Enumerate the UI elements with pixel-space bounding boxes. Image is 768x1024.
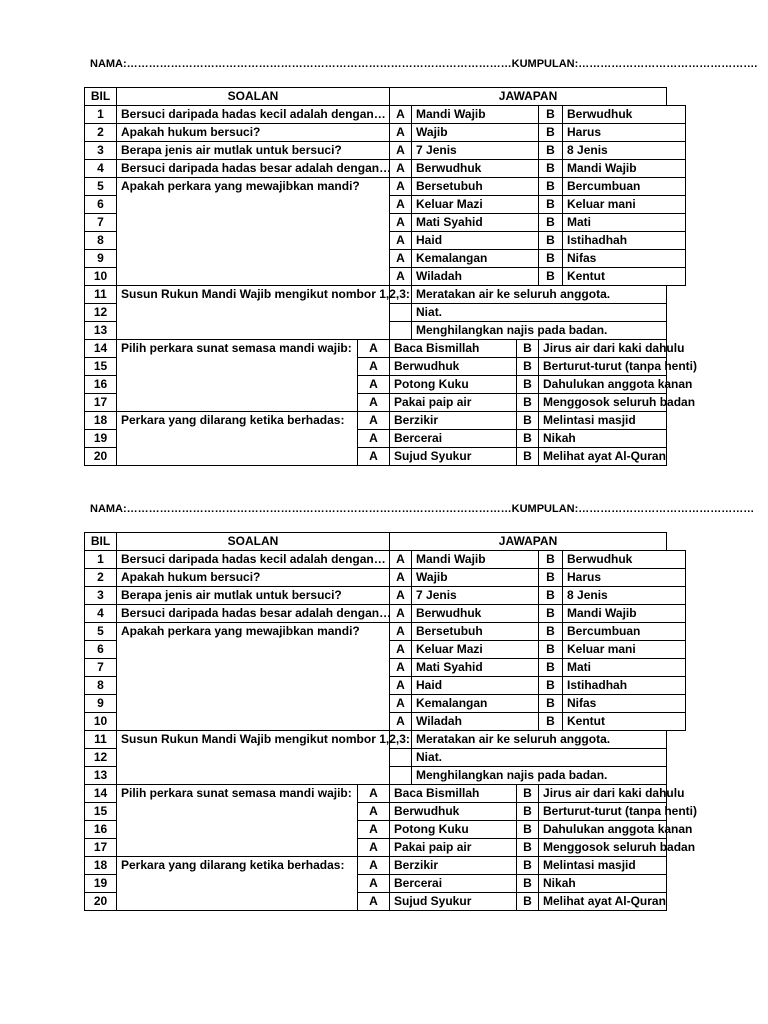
col-header-jawapan: JAWAPAN [390,88,667,106]
option-text: Istihadhah [563,677,686,695]
option-letter: B [517,839,539,857]
option-text: Harus [563,569,686,587]
question-number: 16 [85,821,117,839]
option-letter: A [390,178,412,196]
option-letter: B [517,893,539,911]
question-number: 17 [85,394,117,412]
option-letter: B [539,196,563,214]
col-header-bil: BIL [85,88,117,106]
question-number: 1 [85,551,117,569]
question-row [85,142,686,160]
option-text: Berwudhuk [563,106,686,124]
option-text: Berwudhuk [412,160,539,178]
option-text: 8 Jenis [563,142,686,160]
question-number: 12 [85,304,117,322]
col-header-soalan: SOALAN [117,88,390,106]
question-number: 2 [85,124,117,142]
option-text: Nifas [563,695,686,713]
option-text: Haid [412,677,539,695]
option-text: Pakai paip air [390,839,517,857]
option-text: Bercumbuan [563,623,686,641]
option-letter: B [517,821,539,839]
question-text: Bersuci daripada hadas kecil adalah dengan… [117,551,390,569]
option-letter: B [517,803,539,821]
question-number: 4 [85,605,117,623]
sequence-statement: Niat. [412,749,667,767]
option-letter: B [517,340,539,358]
option-text: Nikah [539,430,667,448]
option-letter: A [390,124,412,142]
option-letter: A [358,412,390,430]
question-row [85,160,686,178]
option-letter: B [539,569,563,587]
option-letter: B [539,178,563,196]
option-letter: A [390,587,412,605]
option-letter: B [539,677,563,695]
option-text: Berwudhuk [563,551,686,569]
option-text: Potong Kuku [390,821,517,839]
option-text: Mandi Wajib [563,605,686,623]
question-number: 15 [85,358,117,376]
option-text: Berwudhuk [390,358,517,376]
question-row [85,569,686,587]
option-letter: A [390,605,412,623]
option-letter: B [517,448,539,466]
option-letter: B [539,214,563,232]
col-header-jawapan: JAWAPAN [390,533,667,551]
question-number: 3 [85,587,117,605]
option-letter: A [390,623,412,641]
question-text: Bersuci daripada hadas kecil adalah dengan… [117,106,390,124]
option-letter: A [358,875,390,893]
name-group-line: NAMA:……………………………………………………………………………………………KUMPULAN:………………………………………… [90,503,755,515]
question-row [85,124,686,142]
sequence-statement: Menghilangkan najis pada badan. [412,322,667,340]
option-text: Dahulukan anggota kanan [539,376,667,394]
option-letter: A [390,160,412,178]
option-letter: A [358,893,390,911]
worksheet-table [84,532,697,911]
option-letter: A [390,659,412,677]
question-row [85,286,686,304]
question-number: 9 [85,695,117,713]
question-number: 6 [85,196,117,214]
answer-blank [390,767,412,785]
option-text: Mati Syahid [412,214,539,232]
option-text: Potong Kuku [390,376,517,394]
option-text: Harus [563,124,686,142]
question-text: Perkara yang dilarang ketika berhadas: [117,412,358,466]
option-letter: B [539,623,563,641]
question-number: 2 [85,569,117,587]
option-letter: B [517,394,539,412]
option-text: Dahulukan anggota kanan [539,821,667,839]
option-text: Melintasi masjid [539,857,667,875]
option-text: Bercerai [390,875,517,893]
option-text: Keluar mani [563,641,686,659]
sequence-statement: Menghilangkan najis pada badan. [412,767,667,785]
option-letter: B [539,695,563,713]
option-letter: B [539,232,563,250]
answer-blank [390,322,412,340]
question-number: 8 [85,232,117,250]
option-text: Pakai paip air [390,394,517,412]
option-text: Kemalangan [412,695,539,713]
question-number: 20 [85,448,117,466]
option-text: Jirus air dari kaki dahulu [539,340,667,358]
option-text: Menggosok seluruh badan [539,394,667,412]
option-text: Berturut-turut (tanpa henti) [539,358,667,376]
option-text: Berturut-turut (tanpa henti) [539,803,667,821]
question-number: 18 [85,412,117,430]
option-letter: B [539,713,563,731]
sequence-statement: Niat. [412,304,667,322]
option-letter: A [358,340,390,358]
question-number: 7 [85,214,117,232]
question-row [85,551,686,569]
name-group-line: NAMA:……………………………………………………………………………………………KUMPULAN:…………………………………………. [90,58,758,70]
option-text: Bersetubuh [412,178,539,196]
option-letter: A [358,857,390,875]
question-number: 5 [85,623,117,641]
col-header-bil: BIL [85,533,117,551]
option-text: Berwudhuk [412,605,539,623]
question-text: Berapa jenis air mutlak untuk bersuci? [117,142,390,160]
option-letter: B [517,412,539,430]
option-text: Jirus air dari kaki dahulu [539,785,667,803]
question-row [85,106,686,124]
option-letter: A [390,196,412,214]
option-letter: B [539,641,563,659]
option-letter: A [358,430,390,448]
option-letter: B [539,551,563,569]
option-text: Baca Bismillah [390,340,517,358]
option-text: Mandi Wajib [563,160,686,178]
option-text: Istihadhah [563,232,686,250]
question-number: 5 [85,178,117,196]
question-row [85,340,686,358]
option-letter: A [358,358,390,376]
question-number: 11 [85,286,117,304]
question-number: 18 [85,857,117,875]
option-letter: A [390,268,412,286]
question-number: 4 [85,160,117,178]
question-row [85,731,686,749]
option-text: Haid [412,232,539,250]
option-letter: B [539,659,563,677]
question-number: 10 [85,268,117,286]
option-text: Kemalangan [412,250,539,268]
question-row [85,178,686,196]
question-number: 20 [85,893,117,911]
worksheet-table [84,87,697,466]
question-text: Berapa jenis air mutlak untuk bersuci? [117,587,390,605]
question-text: Susun Rukun Mandi Wajib mengikut nombor 1,2,3: [117,731,390,785]
option-letter: A [390,713,412,731]
question-text: Apakah hukum bersuci? [117,569,390,587]
option-letter: B [539,142,563,160]
option-text: Berzikir [390,857,517,875]
option-letter: A [390,214,412,232]
question-number: 16 [85,376,117,394]
option-text: Nifas [563,250,686,268]
option-letter: A [358,376,390,394]
question-row [85,857,686,875]
option-text: Melihat ayat Al-Quran [539,893,667,911]
question-number: 15 [85,803,117,821]
question-number: 13 [85,767,117,785]
sequence-statement: Meratakan air ke seluruh anggota. [412,286,667,304]
question-text: Apakah perkara yang mewajibkan mandi? [117,623,390,731]
question-row [85,587,686,605]
option-letter: B [539,160,563,178]
option-text: Wiladah [412,268,539,286]
option-letter: B [517,376,539,394]
option-text: Bercerai [390,430,517,448]
answer-blank [390,304,412,322]
question-row [85,412,686,430]
question-text: Perkara yang dilarang ketika berhadas: [117,857,358,911]
option-letter: A [358,821,390,839]
option-letter: A [390,551,412,569]
option-text: Melihat ayat Al-Quran [539,448,667,466]
question-number: 19 [85,430,117,448]
option-letter: B [539,605,563,623]
question-number: 17 [85,839,117,857]
option-text: Mandi Wajib [412,551,539,569]
option-text: Baca Bismillah [390,785,517,803]
option-text: Kentut [563,268,686,286]
answer-blank [390,749,412,767]
option-letter: A [390,232,412,250]
option-text: Keluar Mazi [412,196,539,214]
option-letter: B [539,250,563,268]
option-letter: A [358,448,390,466]
option-letter: A [358,839,390,857]
option-text: 7 Jenis [412,142,539,160]
option-letter: B [539,106,563,124]
option-letter: A [358,803,390,821]
question-number: 3 [85,142,117,160]
option-letter: A [390,695,412,713]
option-text: Bersetubuh [412,623,539,641]
option-letter: B [517,875,539,893]
option-text: Keluar mani [563,196,686,214]
option-text: 8 Jenis [563,587,686,605]
option-letter: A [390,142,412,160]
option-text: Wiladah [412,713,539,731]
option-text: Wajib [412,569,539,587]
question-text: Bersuci daripada hadas besar adalah dengan… [117,160,390,178]
question-number: 1 [85,106,117,124]
question-number: 6 [85,641,117,659]
option-letter: B [517,430,539,448]
option-text: Berzikir [390,412,517,430]
question-number: 12 [85,749,117,767]
question-number: 14 [85,785,117,803]
question-text: Bersuci daripada hadas besar adalah dengan… [117,605,390,623]
option-letter: A [390,677,412,695]
question-number: 13 [85,322,117,340]
col-header-soalan: SOALAN [117,533,390,551]
option-text: Sujud Syukur [390,448,517,466]
question-row [85,785,686,803]
option-text: Melintasi masjid [539,412,667,430]
question-text: Pilih perkara sunat semasa mandi wajib: [117,785,358,857]
option-letter: B [539,268,563,286]
option-text: Menggosok seluruh badan [539,839,667,857]
question-number: 9 [85,250,117,268]
option-text: Mati [563,214,686,232]
question-text: Apakah perkara yang mewajibkan mandi? [117,178,390,286]
option-letter: A [390,569,412,587]
question-row [85,605,686,623]
question-text: Pilih perkara sunat semasa mandi wajib: [117,340,358,412]
option-letter: B [517,857,539,875]
option-text: Berwudhuk [390,803,517,821]
option-letter: A [390,250,412,268]
question-text: Apakah hukum bersuci? [117,124,390,142]
option-text: Nikah [539,875,667,893]
option-text: Mati Syahid [412,659,539,677]
question-number: 11 [85,731,117,749]
option-letter: B [539,124,563,142]
option-text: Sujud Syukur [390,893,517,911]
option-letter: A [390,641,412,659]
option-text: 7 Jenis [412,587,539,605]
option-text: Kentut [563,713,686,731]
question-number: 14 [85,340,117,358]
question-number: 10 [85,713,117,731]
option-letter: B [517,358,539,376]
option-text: Bercumbuan [563,178,686,196]
question-number: 8 [85,677,117,695]
option-letter: B [517,785,539,803]
option-text: Wajib [412,124,539,142]
option-text: Mati [563,659,686,677]
option-letter: A [358,394,390,412]
question-number: 7 [85,659,117,677]
option-text: Keluar Mazi [412,641,539,659]
sequence-statement: Meratakan air ke seluruh anggota. [412,731,667,749]
question-text: Susun Rukun Mandi Wajib mengikut nombor 1,2,3: [117,286,390,340]
question-number: 19 [85,875,117,893]
option-letter: A [358,785,390,803]
option-text: Mandi Wajib [412,106,539,124]
question-row [85,623,686,641]
option-letter: A [390,106,412,124]
option-letter: B [539,587,563,605]
